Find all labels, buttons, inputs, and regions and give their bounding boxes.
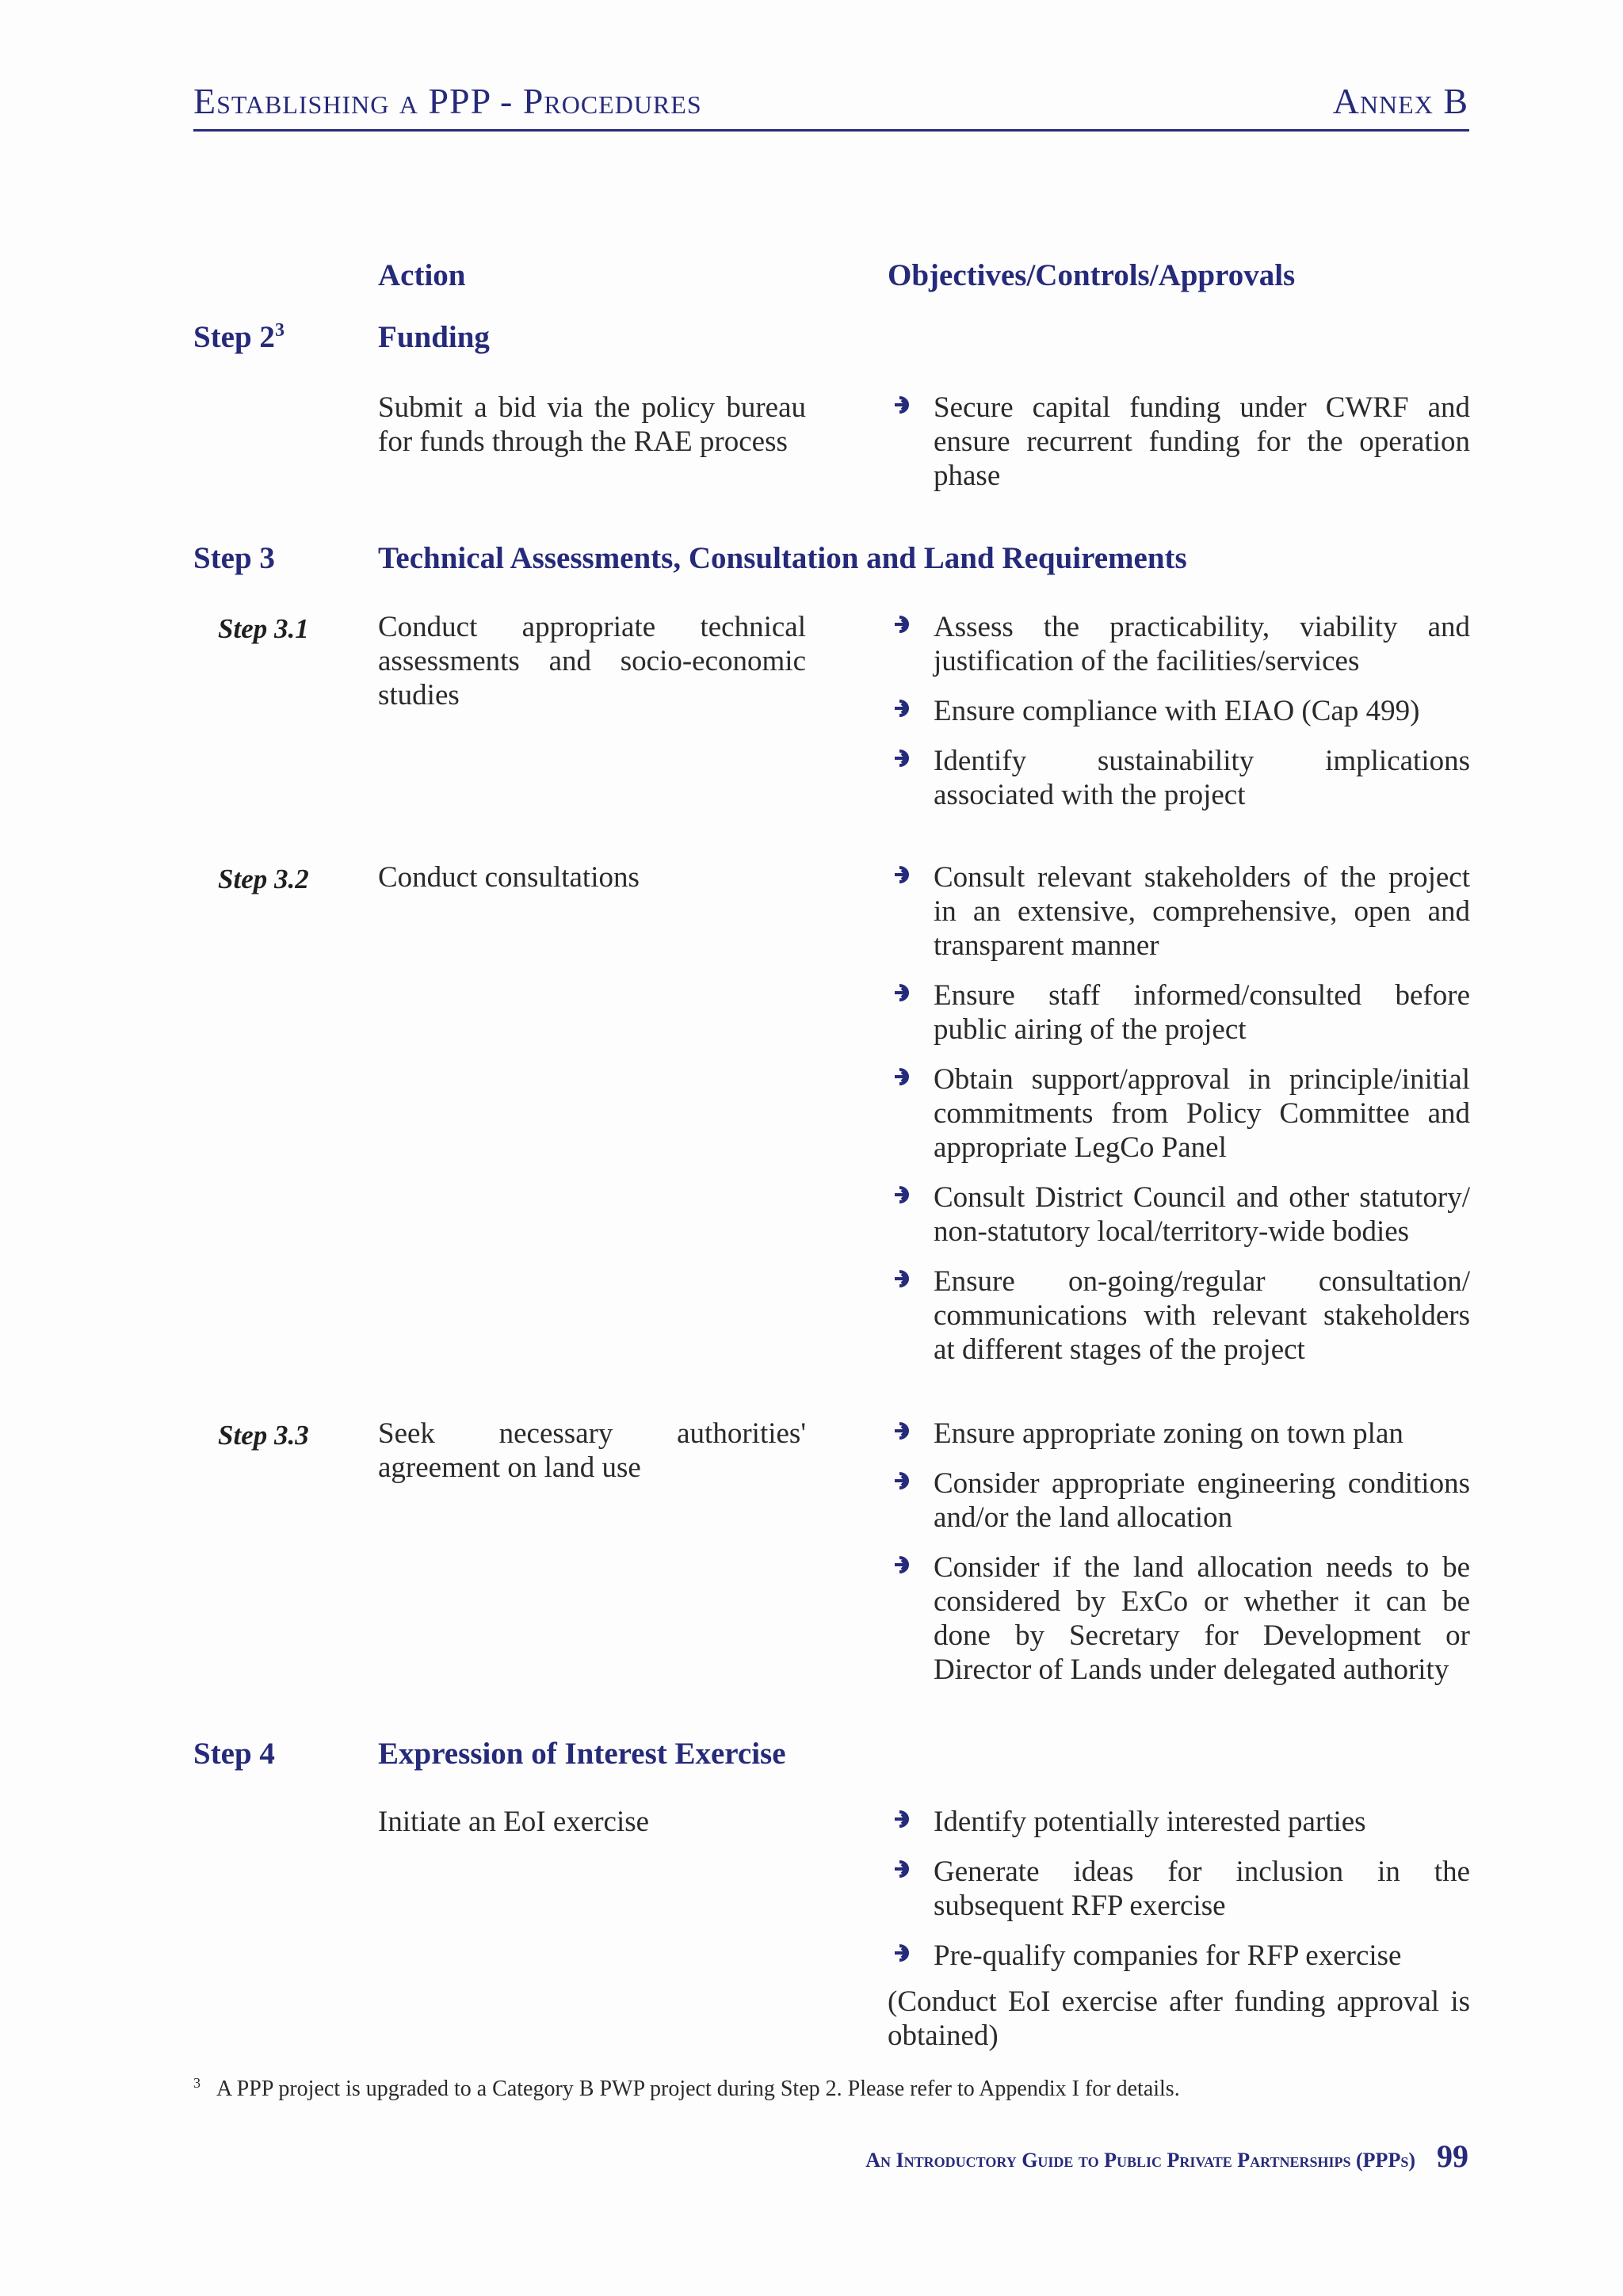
footnote-text: A PPP project is upgraded to a Category B PWP project during Step 2. Please refer to Appendix I for details. <box>216 2077 1180 2101</box>
arrow-bullet-icon <box>892 1184 915 1206</box>
step-4-label: Step 4 <box>193 1737 275 1771</box>
arrow-bullet-icon <box>892 1268 915 1290</box>
objective-item: Identify sustainability implications associated with the project <box>888 744 1470 812</box>
objective-item: Generate ideas for inclusion in the subsequent RFP exercise <box>888 1855 1470 1923</box>
step-3-title: Technical Assessments, Consultation and Land Requirements <box>378 541 1187 575</box>
step-3-3-label: Step 3.3 <box>218 1420 309 1451</box>
header-annex: Annex B <box>1332 81 1468 121</box>
step-3-label: Step 3 <box>193 541 275 575</box>
objective-item: Ensure appropriate zoning on town plan <box>888 1417 1470 1451</box>
step-2-objectives <box>888 391 1470 509</box>
page-number: 99 <box>1437 2138 1468 2174</box>
objective-item: Consider if the land allocation needs to be considered by ExCo or whether it can be done by Secretary for Development or Director of Lands under delegated authority <box>888 1550 1470 1687</box>
arrow-bullet-icon <box>892 1942 915 1964</box>
footnote-marker: 3 <box>193 2074 200 2091</box>
step-4-title: Expression of Interest Exercise <box>378 1737 786 1771</box>
arrow-bullet-icon <box>892 697 915 719</box>
footer-title: An Introductory Guide to Public Private Partnerships (PPPs) <box>865 2149 1415 2172</box>
objective-item: Assess the practicability, viability and justification of the facilities/services <box>888 610 1470 678</box>
step-4-objectives <box>888 1805 1470 1989</box>
objective-item: Consult District Council and other statutory/ non-statutory local/territory-wide bodies <box>888 1180 1470 1249</box>
footnote <box>193 2075 1180 2103</box>
step-4-action: Initiate an EoI exercise <box>378 1806 650 1838</box>
arrow-bullet-icon <box>892 1554 915 1576</box>
step-2-action: Submit a bid via the policy bureau for funds through the RAE process <box>378 391 806 458</box>
step-3-2-objectives <box>888 860 1470 1383</box>
objective-item: Ensure staff informed/consulted before public airing of the project <box>888 978 1470 1047</box>
step-2-title: Funding <box>378 320 490 354</box>
arrow-bullet-icon <box>892 1808 915 1830</box>
arrow-bullet-icon <box>892 864 915 886</box>
objective-item: Obtain support/approval in principle/initial commitments from Policy Committee and appropriate LegCo Panel <box>888 1062 1470 1165</box>
arrow-bullet-icon <box>892 394 915 416</box>
arrow-bullet-icon <box>892 982 915 1004</box>
step-3-1-objectives <box>888 610 1470 828</box>
step-3-3-objectives <box>888 1417 1470 1703</box>
arrow-bullet-icon <box>892 747 915 769</box>
objective-item: Ensure on-going/regular consultation/ communications with relevant stakeholders at different stages of the project <box>888 1264 1470 1367</box>
arrow-bullet-icon <box>892 1420 915 1442</box>
objective-item: Pre-qualify companies for RFP exercise <box>888 1939 1470 1973</box>
column-heading-action: Action <box>378 258 466 292</box>
objective-item: Identify potentially interested parties <box>888 1805 1470 1839</box>
header-rule <box>193 129 1469 132</box>
step-3-1-action: Conduct appropriate technical assessments and socio-economic studies <box>378 611 806 711</box>
step-2-label: Step $2^3$ <box>193 320 285 354</box>
objective-item: Ensure compliance with EIAO (Cap 499) <box>888 694 1470 728</box>
arrow-bullet-icon <box>892 613 915 635</box>
arrow-bullet-icon <box>892 1066 915 1088</box>
step-4-note: (Conduct EoI exercise after funding approval is obtained) <box>888 1985 1470 2052</box>
header-title: Establishing a PPP - Procedures <box>193 81 702 121</box>
column-heading-objectives: Objectives/Controls/Approvals <box>888 258 1296 292</box>
step-3-1-label: Step 3.1 <box>218 613 309 644</box>
arrow-bullet-icon <box>892 1470 915 1492</box>
step-3-2-action: Conduct consultations <box>378 861 640 894</box>
objective-item: Secure capital funding under CWRF and ensure recurrent funding for the operation phase <box>888 391 1470 493</box>
objective-item: Consider appropriate engineering conditions and/or the land allocation <box>888 1466 1470 1535</box>
step-3-3-action: Seek necessary authorities' agreement on land use <box>378 1417 806 1484</box>
arrow-bullet-icon <box>892 1858 915 1880</box>
objective-item: Consult relevant stakeholders of the project in an extensive, comprehensive, open and transparent manner <box>888 860 1470 963</box>
step-3-2-label: Step 3.2 <box>218 864 309 894</box>
